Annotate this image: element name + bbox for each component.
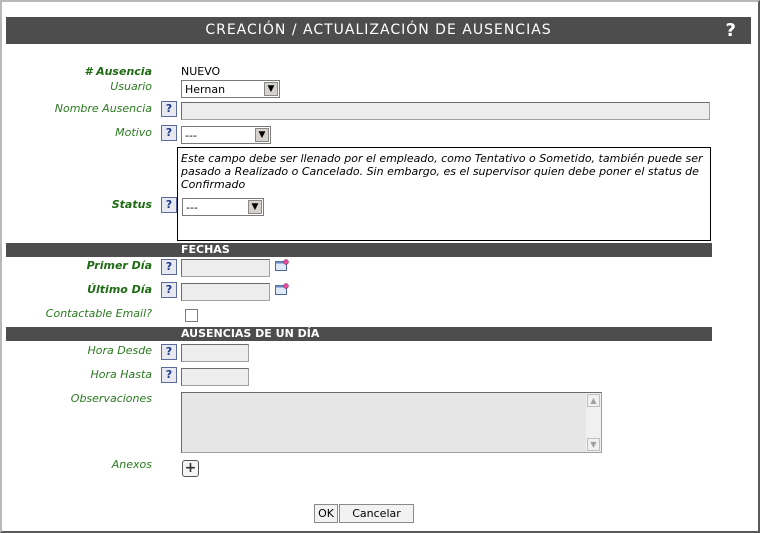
status-help-text: Este campo debe ser llenado por el empleado, como Tentativo o Sometido, también puede ser pasado a Realizado o Cancelado. Sin embargo, es el supervisor quien debe poner el status de Confirmado xyxy=(181,152,703,191)
help-question-icon[interactable]: ? xyxy=(161,197,177,213)
page-title: CREACIÓN / ACTUALIZACIÓN DE AUSENCIAS xyxy=(205,22,552,38)
ausencia-value: NUEVO xyxy=(181,65,221,78)
section-fechas-title: FECHAS xyxy=(181,243,230,256)
usuario-label: Usuario xyxy=(110,80,152,93)
observaciones-label: Observaciones xyxy=(70,392,152,405)
section-un-dia xyxy=(6,327,712,341)
chevron-down-icon: ▼ xyxy=(264,82,278,96)
calendar-icon[interactable] xyxy=(275,259,289,271)
scroll-down-icon[interactable]: ▼ xyxy=(587,438,600,451)
help-question-icon[interactable]: ? xyxy=(161,344,177,360)
help-question-icon[interactable]: ? xyxy=(161,125,177,141)
primer-dia-input[interactable] xyxy=(181,259,270,277)
motivo-select-value: --- xyxy=(185,129,197,142)
anexos-label: Anexos xyxy=(111,458,152,471)
title-bar xyxy=(6,17,751,44)
help-icon[interactable]: ? xyxy=(725,20,737,41)
hora-desde-label: Hora Desde xyxy=(87,344,152,357)
scroll-up-icon[interactable]: ▲ xyxy=(587,394,600,407)
section-un-dia-title: AUSENCIAS DE UN DÍA xyxy=(181,327,320,340)
status-select-value: --- xyxy=(186,201,198,214)
contactable-checkbox[interactable] xyxy=(185,309,198,322)
status-box xyxy=(177,147,711,241)
hora-desde-input[interactable] xyxy=(181,344,249,362)
usuario-select[interactable] xyxy=(181,80,280,98)
hora-hasta-input[interactable] xyxy=(181,368,249,386)
usuario-select-value: Hernan xyxy=(185,83,226,96)
plus-icon[interactable]: + xyxy=(182,460,199,477)
calendar-icon[interactable] xyxy=(275,283,289,295)
nombre-label: Nombre Ausencia xyxy=(54,102,152,115)
chevron-down-icon: ▼ xyxy=(255,128,269,142)
ok-button[interactable]: OK xyxy=(314,504,338,523)
ausencia-label: # Ausencia xyxy=(84,65,152,78)
ultimo-dia-input[interactable] xyxy=(181,283,270,301)
hora-hasta-label: Hora Hasta xyxy=(90,368,152,381)
motivo-select[interactable] xyxy=(181,126,271,144)
ultimo-dia-label: Último Día xyxy=(87,283,152,296)
textarea-scrollbar[interactable] xyxy=(586,393,601,452)
observaciones-textarea[interactable] xyxy=(181,392,602,453)
cancel-button[interactable]: Cancelar xyxy=(339,504,414,523)
primer-dia-label: Primer Día xyxy=(86,259,152,272)
contactable-label: Contactable Email? xyxy=(45,307,152,320)
nombre-input[interactable] xyxy=(181,102,710,120)
motivo-label: Motivo xyxy=(115,126,152,139)
status-label: Status xyxy=(111,198,152,211)
help-question-icon[interactable]: ? xyxy=(161,101,177,117)
chevron-down-icon: ▼ xyxy=(248,200,262,214)
help-question-icon[interactable]: ? xyxy=(161,259,177,275)
status-select[interactable] xyxy=(182,198,264,216)
section-fechas xyxy=(6,243,712,257)
help-question-icon[interactable]: ? xyxy=(161,282,177,298)
help-question-icon[interactable]: ? xyxy=(161,367,177,383)
